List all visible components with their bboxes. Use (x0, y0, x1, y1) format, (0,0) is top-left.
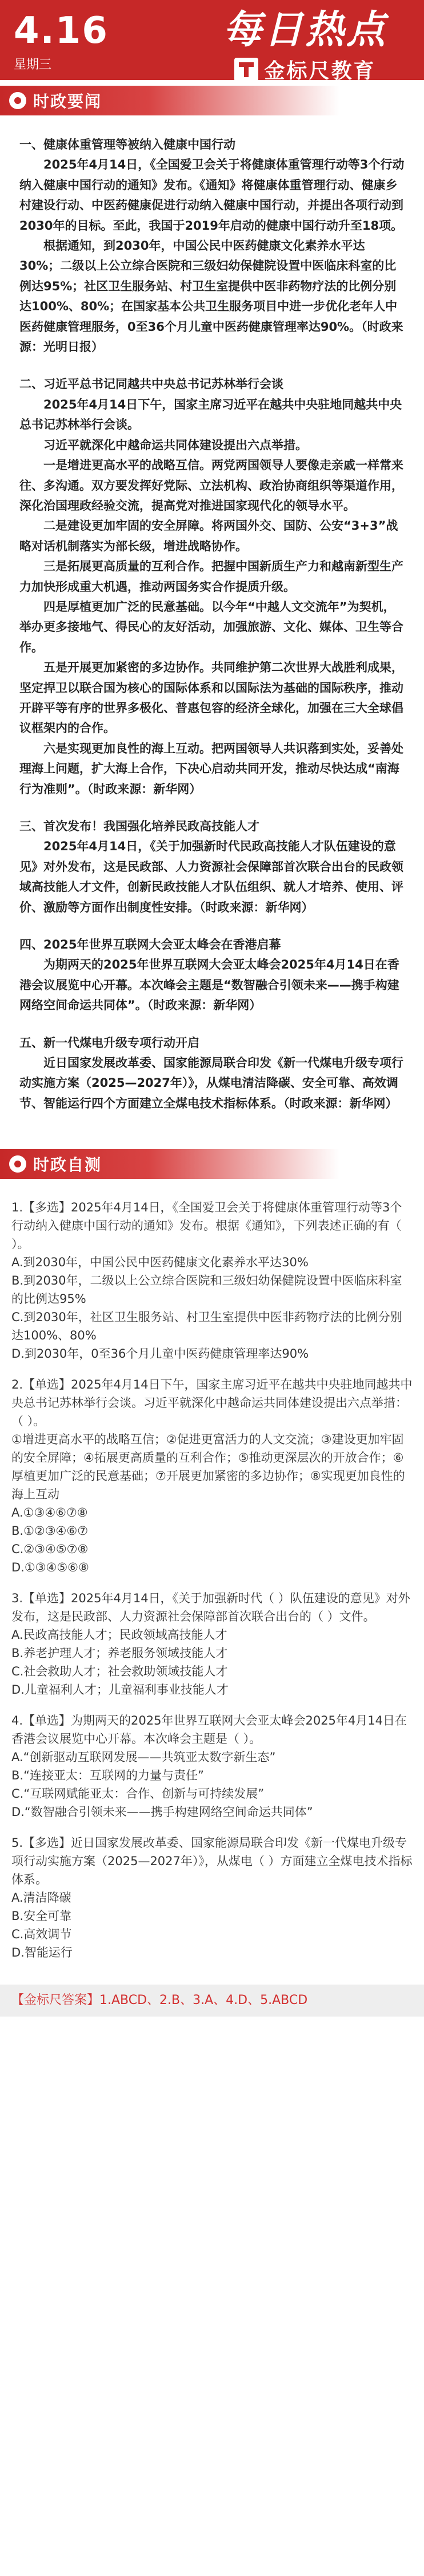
quiz-question: 5.【多选】近日国家发展改革委、国家能源局联合印发《新一代煤电升级专项行动实施方案（2025—2027年）》，从煤电（ ）方面建立全煤电技术指标体系。 (11, 1836, 413, 1887)
quiz-question: 2.【单选】2025年4月14日下午，国家主席习近平在越共中央驻地同越共中央总书记苏林举行会谈。习近平就深化中越命运共同体建设提出六点举措：（ ）。 (11, 1378, 413, 1429)
quiz-option: C.高效调节 (11, 1927, 72, 1942)
section-header-quiz (0, 1149, 424, 1179)
section-header-news (0, 86, 424, 115)
section-title-news: 时政要闻 (33, 92, 102, 111)
quiz-question: 3.【单选】2025年4月14日，《关于加强新时代（ ）队伍建设的意见》对外发布，这是民政部、人力资源社会保障部首次联合出台的（ ）文件。 (11, 1591, 410, 1624)
brand-block (197, 5, 414, 84)
news-title: 一、健康体重管理等被纳入健康中国行动 (19, 138, 235, 151)
news-paragraph: 2025年4月14日，《全国爱卫会关于将健康体重管理行动等3个行动纳入健康中国行动的通知》发布。《通知》将健康体重管理行动、健康乡村建设行动、中医药健康促进行动纳入健康中国行动，并提出各项行动到2030年的目标。至此，我国于2019年启动的健康中国行动升至18项。 (19, 158, 405, 233)
news-item (19, 1033, 405, 1114)
news-title: 三、首次发布！我国强化培养民政高技能人才 (19, 819, 259, 833)
quiz-list (0, 1198, 424, 1962)
news-title: 四、2025年世界互联网大会亚太峰会在香港启幕 (19, 938, 281, 952)
news-title: 五、新一代煤电升级专项行动开启 (19, 1035, 199, 1050)
quiz-option: A.①③④⑥⑦⑧ (11, 1506, 88, 1520)
news-body (19, 395, 405, 799)
quiz-option: C.到2030年，社区卫生服务站、村卫生室提供中医非药物疗法的比例分别达100%、80% (11, 1310, 402, 1343)
quiz-option: ①增进更高水平的战略互信；②促进更富活力的人文交流；③建设更加牢固的安全屏障；④拓展更高质量的互利合作；⑤推动更深层次的开放合作；⑥厚植更加广泛的民意基础；⑦开展更加紧密的多边协作；⑧实现更加良性的海上互动 (11, 1433, 405, 1502)
news-paragraph: 二是建设更加牢固的安全屏障。将两国外交、国防、公安“3+3”战略对话机制落实为部长级，增进战略协作。 (19, 519, 398, 553)
brand-title: 每日热点 (222, 7, 387, 53)
news-paragraph: 六是实现更加良性的海上互动。把两国领导人共识落到实处，妥善处理海上问题，扩大海上合作，下决心启动共同开发，推动尽快达成“南海行为准则”。（时政来源：新华网） (19, 741, 403, 796)
quiz-option: C.②③④⑤⑦⑧ (11, 1542, 89, 1557)
news-title: 二、习近平总书记同越共中央总书记苏林举行会谈 (19, 377, 283, 391)
news-paragraph: 2025年4月14日下午，国家主席习近平在越共中央驻地同越共中央总书记苏林举行会谈。 (19, 397, 402, 432)
news-list (0, 135, 424, 1114)
quiz-item (11, 1589, 413, 1699)
quiz-option: D.智能运行 (11, 1946, 73, 1960)
quiz-option: C.“互联网赋能亚太：合作、创新与可持续发展” (11, 1787, 265, 1801)
quiz-option: B.“连接亚太：互联网的力量与责任” (11, 1769, 204, 1783)
news-body (19, 155, 405, 357)
page-header (0, 0, 424, 83)
news-item (19, 135, 405, 357)
news-item (19, 935, 405, 1016)
quiz-question: 4.【单选】为期两天的2025年世界互联网大会亚太峰会2025年4月14日在香港会议展览中心开幕。本次峰会主题是（ ）。 (11, 1714, 407, 1746)
quiz-option: B.到2030年，二级以上公立综合医院和三级妇幼保健院设置中医临床科室的比例达95% (11, 1274, 402, 1306)
news-body (19, 837, 405, 918)
brand-logo-icon (234, 58, 258, 82)
news-paragraph: 习近平就深化中越命运共同体建设提出六点举措。 (43, 438, 307, 452)
quiz-option: D.“数智融合引领未来——携手构建网络空间命运共同体” (11, 1805, 313, 1819)
quiz-question: 1.【多选】2025年4月14日，《全国爱卫会关于将健康体重管理行动等3个行动纳入健康中国行动的通知》发布。根据《通知》，下列表述正确的有（ ）。 (11, 1201, 402, 1251)
news-body (19, 955, 405, 1015)
news-paragraph: 为期两天的2025年世界互联网大会亚太峰会2025年4月14日在香港会议展览中心开幕。本次峰会主题是“数智融合引领未来——携手构建网络空间命运共同体”。（时政来源：新华网） (19, 958, 399, 1013)
date-block (14, 10, 109, 73)
news-paragraph: 四是厚植更加广泛的民意基础。以今年“中越人文交流年”为契机，举办更多接地气、得民心的友好活动，加强旅游、文化、媒体、卫生等合作。 (19, 599, 403, 654)
weekday-label: 星期三 (14, 58, 52, 72)
quiz-option: A.民政高技能人才；民政领域高技能人才 (11, 1628, 227, 1642)
news-paragraph: 五是开展更加紧密的多边协作。共同维护第二次世界大战胜利成果，坚定捍卫以联合国为核心的国际体系和以国际法为基础的国际秩序，推动开辟平等有序的世界多极化、普惠包容的经济全球化，加强在三大全球倡议框架内的合作。 (19, 661, 403, 735)
news-paragraph: 三是拓展更高质量的互利合作。把握中国新质生产力和越南新型生产力加快形成重大机遇，推动两国务实合作提质升级。 (19, 559, 403, 594)
quiz-option: B.养老护理人才；养老服务领域技能人才 (11, 1646, 228, 1661)
quiz-item (11, 1375, 413, 1577)
quiz-option: D.儿童福利人才；儿童福利事业技能人才 (11, 1683, 229, 1697)
quiz-option: B.①②③④⑥⑦ (11, 1524, 89, 1538)
quiz-item (11, 1711, 413, 1821)
logo (197, 55, 414, 84)
date-number: 4.16 (14, 10, 109, 52)
news-body (19, 1053, 405, 1114)
news-item (19, 374, 405, 799)
quiz-option: A.“创新驱动互联网发展——共筑亚太数字新生态” (11, 1750, 276, 1765)
section-bullet-icon (9, 1155, 26, 1173)
section-bullet-icon (9, 92, 26, 109)
answer-bar: 【金标尺答案】1.ABCD、2.B、3.A、4.D、5.ABCD (0, 1985, 424, 2017)
quiz-option: D.到2030年，0至36个月儿童中医药健康管理率达90% (11, 1347, 309, 1361)
quiz-option: A.清洁降碳 (11, 1891, 71, 1905)
quiz-item (11, 1834, 413, 1962)
quiz-option: D.①③④⑤⑥⑧ (11, 1561, 89, 1575)
quiz-option: B.安全可靠 (11, 1909, 72, 1923)
news-paragraph: 根据通知，到2030年，中国公民中医药健康文化素养水平达30%；二级以上公立综合医院和三级妇幼保健院设置中医临床科室的比例达95%；社区卫生服务站、村卫生室提供中医非药物疗法的比例分别达100%、80%；在国家基本公共卫生服务项目中进一步优化老年人中医药健康管理服务，0至36个月儿童中医药健康管理率达90%。（时政来源：光明日报） (19, 239, 403, 354)
news-paragraph: 近日国家发展改革委、国家能源局联合印发《新一代煤电升级专项行动实施方案（2025—2027年）》，从煤电清洁降碳、安全可靠、高效调节、智能运行四个方面建立全煤电技术指标体系。（时政来源：新华网） (19, 1056, 403, 1110)
quiz-option: C.社会救助人才；社会救助领域技能人才 (11, 1665, 228, 1679)
news-paragraph: 2025年4月14日，《关于加强新时代民政高技能人才队伍建设的意见》对外发布，这是民政部、人力资源社会保障部首次联合出台的民政领域高技能人才文件，创新民政技能人才队伍组织、就人才培养、使用、评价、激励等方面作出制度性安排。（时政来源：新华网） (19, 839, 403, 914)
logo-text: 金标尺教育 (264, 59, 376, 83)
section-title-quiz: 时政自测 (33, 1155, 102, 1175)
quiz-option: A.到2030年，中国公民中医药健康文化素养水平达30% (11, 1255, 309, 1270)
news-paragraph: 一是增进更高水平的战略互信。两党两国领导人要像走亲戚一样常来往、多沟通。双方要发挥好党际、立法机构、政治协商组织等渠道作用，深化治国理政经验交流，提高党对推进国家现代化的领导水平。 (19, 458, 403, 513)
news-item (19, 817, 405, 918)
quiz-item (11, 1198, 413, 1363)
